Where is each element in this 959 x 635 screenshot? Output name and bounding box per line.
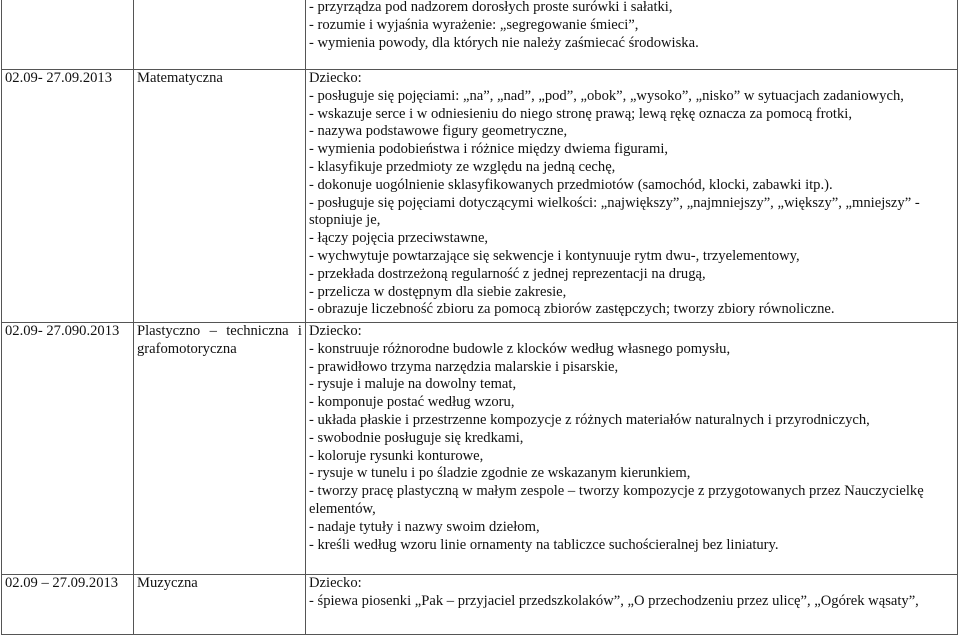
- section-heading: Dziecko:: [309, 323, 362, 339]
- list-item: - rysuje w tunelu i po śladzie zgodnie ze wskazanym kierunkiem,: [309, 465, 691, 482]
- subject-text: Plastyczno – techniczna i grafomotoryczna: [137, 323, 302, 357]
- date-cell: [2, 575, 134, 635]
- content-cell: [306, 70, 958, 323]
- list-item: - wskazuje serce i w odniesieniu do niego stronę prawą; lewą rękę oznacza za pomocą frotki,: [309, 105, 852, 122]
- list-item: - dokonuje uogólnienie sklasyfikowanych przedmiotów (samochód, klocki, zabawki itp.).: [309, 176, 833, 193]
- list-item: - układa płaskie i przestrzenne kompozycje z różnych materiałów naturalnych i przyrodniczych,: [309, 411, 870, 428]
- list-item: - posługuje się pojęciami dotyczącymi wielkości: „największy”, „najmniejszy”, „większy”, „mniejszy” - stopniuje je,: [309, 194, 920, 229]
- list-item: - przekłada dostrzeżoną regularność z jednej reprezentacji na drugą,: [309, 265, 706, 282]
- list-item: - nazywa podstawowe figury geometryczne,: [309, 123, 568, 140]
- table-row: [2, 70, 958, 323]
- list-item: - klasyfikuje przedmioty ze względu na jedną cechę,: [309, 158, 616, 175]
- list-item: - konstruuje różnorodne budowle z klocków według własnego pomysłu,: [309, 340, 731, 357]
- list-item: - nadaje tytuły i nazwy swoim dziełom,: [309, 518, 540, 535]
- list-item: - wychwytuje powtarzające się sekwencje i kontynuuje rytm dwu-, trzyelementowy,: [309, 247, 800, 264]
- subject-text: Muzyczna: [137, 575, 198, 591]
- list-item: - obrazuje liczebność zbioru za pomocą zbiorów zastępczych; tworzy zbiory równoliczne.: [309, 301, 835, 318]
- list-item: - tworzy pracę plastyczną w małym zespole – tworzy kompozycje z przygotowanych przez Nauczycielkę elementów,: [309, 483, 924, 517]
- list-item: - rozumie i wyjaśnia wyrażenie: „segregowanie śmieci”,: [309, 16, 639, 33]
- list-item: - rysuje i maluje na dowolny temat,: [309, 376, 517, 393]
- list-item: - komponuje postać według wzoru,: [309, 394, 515, 411]
- list-item: - kreśli według wzoru linie ornamenty na tabliczce suchościeralnej bez liniatury.: [309, 536, 779, 553]
- list-item: - śpiewa piosenki „Pak – przyjaciel przedszkolaków”, „O przechodzeniu przez ulicę”, „Ogórek wąsaty”,: [309, 592, 919, 609]
- list-item: - wymienia powody, dla których nie należy zaśmiecać środowiska.: [309, 34, 699, 51]
- list-item: - prawidłowo trzyma narzędzia malarskie i pisarskie,: [309, 358, 619, 375]
- list-item: - swobodnie posługuje się kredkami,: [309, 429, 524, 446]
- date-cell: [2, 70, 134, 323]
- subject-text: Matematyczna: [137, 70, 223, 86]
- list-item: - wymienia podobieństwa i różnice między dwiema figurami,: [309, 141, 669, 158]
- list-item: - przyrządza pod nadzorem dorosłych proste surówki i sałatki,: [309, 0, 673, 15]
- date-text: 02.09- 27.090.2013: [5, 323, 120, 339]
- content-cell: [306, 0, 958, 70]
- table-row: [2, 575, 958, 635]
- subject-cell: [134, 323, 306, 575]
- list-item: - przelicza w dostępnym dla siebie zakresie,: [309, 283, 567, 300]
- content-cell: [306, 323, 958, 575]
- subject-cell: [134, 70, 306, 323]
- subject-cell: [134, 575, 306, 635]
- list-item: - koloruje rysunki konturowe,: [309, 447, 484, 464]
- list-item: - łączy pojęcia przeciwstawne,: [309, 230, 489, 247]
- section-heading: Dziecko:: [309, 575, 362, 591]
- subject-cell: [134, 0, 306, 70]
- date-cell: [2, 323, 134, 575]
- table-row: [2, 0, 958, 70]
- table-row: [2, 323, 958, 575]
- content-cell: [306, 575, 958, 635]
- section-heading: Dziecko:: [309, 70, 362, 86]
- plan-table: [1, 0, 958, 635]
- date-text: 02.09- 27.09.2013: [5, 70, 113, 86]
- date-text: 02.09 – 27.09.2013: [5, 575, 119, 591]
- date-cell: [2, 0, 134, 70]
- list-item: - posługuje się pojęciami: „na”, „nad”, „pod”, „obok”, „wysoko”, „nisko” w sytuacjach zadaniowych,: [309, 87, 904, 104]
